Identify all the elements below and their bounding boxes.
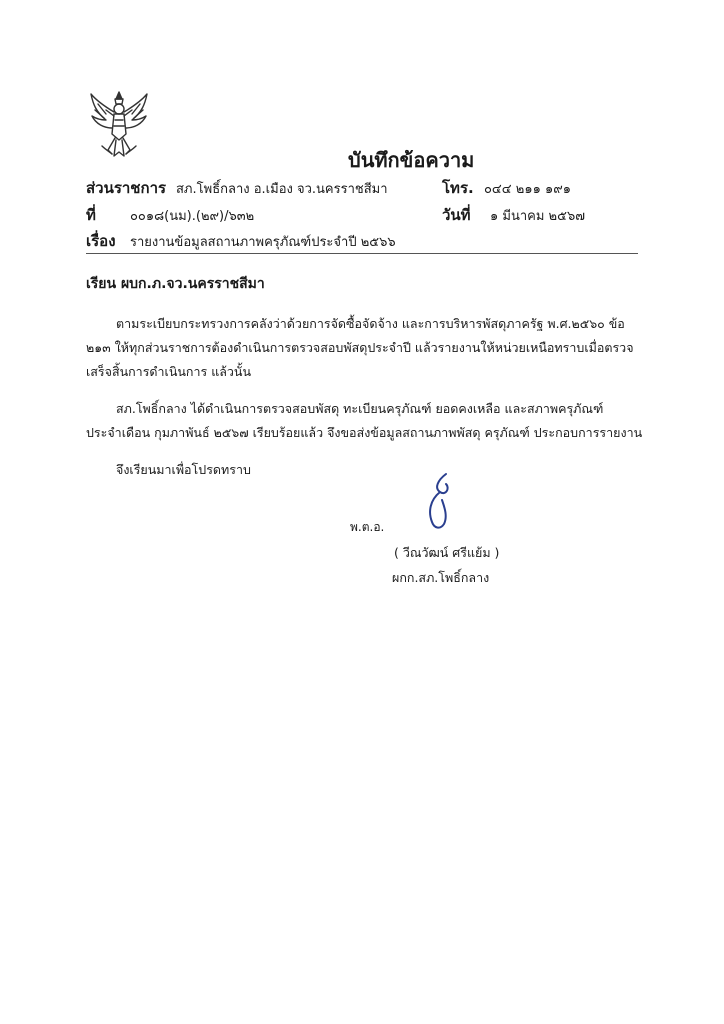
phone-value: ๐๔๔ ๒๑๑ ๑๙๑ <box>484 182 571 197</box>
signatory-position: ผกก.สภ.โพธิ์กลาง <box>392 570 490 585</box>
date-label: วันที่ <box>442 206 471 224</box>
subject-label: เรื่อง <box>86 232 116 250</box>
memo-heading: บันทึกข้อความ <box>348 148 475 172</box>
header-divider <box>86 253 638 254</box>
garuda-emblem-icon <box>88 90 150 158</box>
paragraph-1-line-2: ๒๑๓ ให้ทุกส่วนราชการต้องดำเนินการตรวจสอบพัสดุประจำปี แล้วรายงานให้หน่วยเหนือทราบเมื่อตรวจ <box>86 340 634 355</box>
signatory-rank: พ.ต.อ. <box>350 520 385 534</box>
closing-line: จึงเรียนมาเพื่อโปรดทราบ <box>116 462 251 477</box>
paragraph-2-line-1: สภ.โพธิ์กลาง ได้ดำเนินการตรวจสอบพัสดุ ทะเบียนครุภัณฑ์ ยอดคงเหลือ และสภาพครุภัณฑ์ <box>116 401 604 416</box>
paragraph-1-line-1: ตามระเบียบกระทรวงการคลังว่าด้วยการจัดซื้อจัดจ้าง และการบริหารพัสดุภาครัฐ พ.ศ.๒๕๖๐ ข้อ <box>116 316 625 331</box>
department-label: ส่วนราชการ <box>86 179 167 197</box>
phone-label: โทร. <box>442 179 474 197</box>
subject-value: รายงานข้อมูลสถานภาพครุภัณฑ์ประจำปี ๒๕๖๖ <box>130 235 396 250</box>
reference-value: ๐๐๑๘(นม).(๒๙)/๖๓๒ <box>130 209 255 224</box>
department-value: สภ.โพธิ์กลาง อ.เมือง จว.นครราชสีมา <box>176 182 388 197</box>
reference-label: ที่ <box>86 206 96 224</box>
paragraph-1-line-3: เสร็จสิ้นการดำเนินการ แล้วนั้น <box>86 364 252 379</box>
handwritten-signature-icon <box>420 470 466 534</box>
signatory-name: ( วีณวัฒน์ ศรีแย้ม ) <box>394 545 500 560</box>
date-value: ๑ มีนาคม ๒๕๖๗ <box>490 209 585 224</box>
paragraph-2-line-2: ประจำเดือน กุมภาพันธ์ ๒๕๖๗ เรียบร้อยแล้ว จึงขอส่งข้อมูลสถานภาพพัสดุ ครุภัณฑ์ ประกอบการรายงาน <box>86 425 643 440</box>
salutation-line: เรียน ผบก.ภ.จว.นครราชสีมา <box>86 276 265 292</box>
